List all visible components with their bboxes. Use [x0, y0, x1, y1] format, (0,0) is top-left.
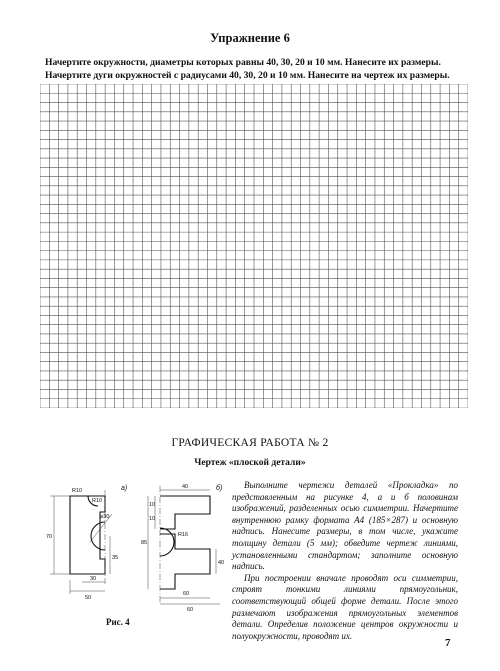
dim-b-2: 10: [149, 516, 156, 522]
graphic-work-subtitle: Чертеж «плоской детали»: [194, 458, 306, 468]
view-a-outline: [70, 496, 105, 574]
dim-a-1: R10: [92, 498, 103, 504]
view-b-label: б): [216, 485, 223, 492]
dim-b-5: 60: [183, 591, 190, 597]
part-drawings-figure: [30, 474, 230, 624]
instructions-paragraph-1: Выполните чертежи деталей «Прокладка» по представленным на рисунке 4, а и б половинам изображений, разделенных осью симметрии. Начертите внутреннюю рамку формата А4 (185×287) и основную надпись. Нанесите размеры, в том числе, укажите толщину детали (5 мм); обведите чертеж линиями, установленными стандартом; заполните основную надпись.: [232, 480, 458, 572]
dim-a-3: 70: [46, 534, 53, 540]
dim-b-3: 85: [141, 540, 148, 546]
dim-a-0: R10: [72, 488, 83, 494]
instructions-text: [232, 480, 458, 642]
dim-b-6: 40: [218, 560, 225, 566]
view-b-outline: [160, 496, 210, 589]
dim-b-7: 60: [187, 607, 194, 613]
exercise-instruction-1: Начертите окружности, диаметры которых равны 40, 30, 20 и 10 мм. Нанесите их размеры.: [45, 57, 441, 68]
graph-paper-grid: [40, 84, 468, 408]
dim-a-5: 30: [90, 576, 97, 582]
view-a-label: а): [121, 485, 128, 492]
dim-a-4: 35: [112, 555, 119, 561]
page-number: 7: [445, 637, 451, 649]
dim-a-2: ⌀30: [100, 514, 110, 520]
view-a-semicircle: [91, 522, 105, 550]
figure-label: Рис. 4: [106, 617, 130, 627]
instructions-paragraph-2: При построении вначале проводят оси симметрии, строят тонкими линиями прямоугольник, соответствующий общей форме детали. После этого размечают изображения прямоугольных элементов детали. Определив положение центров окружности и полуокружности, проводят их.: [232, 572, 458, 641]
view-b-semicircle: [160, 528, 174, 556]
exercise-instruction-2: Начертите дуги окружностей с радиусами 40, 30, 20 и 10 мм. Нанесите на чертеж их размеры.: [45, 70, 450, 81]
dim-b-0: 40: [182, 484, 189, 490]
exercise-title: Упражнение 6: [210, 31, 290, 45]
dim-a-6: 50: [85, 595, 92, 601]
dim-b-1: 10: [149, 502, 156, 508]
graphic-work-title: ГРАФИЧЕСКАЯ РАБОТА № 2: [171, 437, 329, 449]
dim-b-4: R16: [178, 532, 189, 538]
